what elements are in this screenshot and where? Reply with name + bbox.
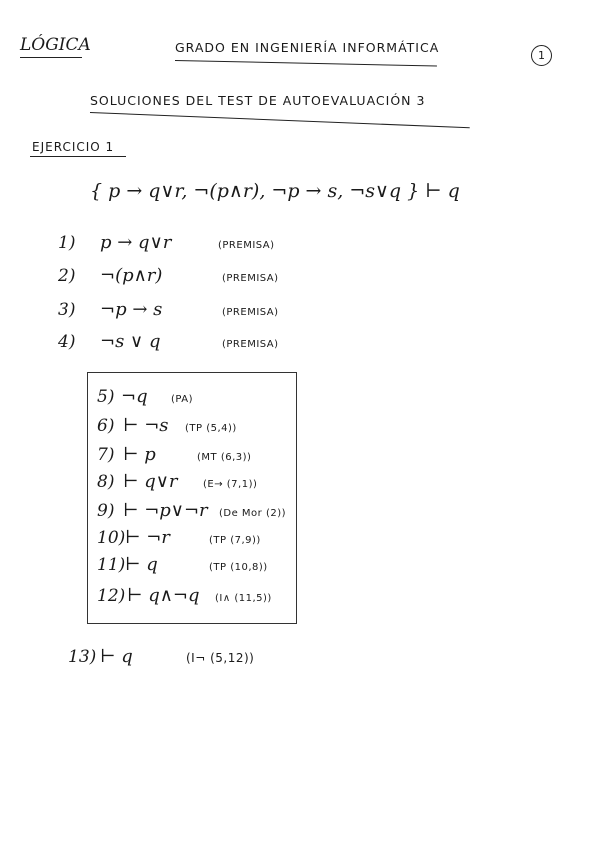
formula: ⊢ q: [100, 646, 133, 667]
justification: (I¬ (5,12)): [186, 651, 255, 665]
justification: (PA): [171, 394, 194, 405]
justification: (E→ (7,1)): [203, 479, 258, 490]
proof-step: [97, 386, 193, 407]
exercise-title: EJERCICIO 1: [32, 140, 115, 154]
premise-row: [58, 299, 279, 320]
justification: (PREMISA): [218, 240, 275, 251]
formula: ⊢ q∧¬q: [127, 585, 200, 606]
page-number: 1: [531, 45, 552, 66]
subtitle-underline: [90, 112, 470, 128]
formula: ⊢ ¬p∨¬r: [123, 500, 208, 521]
formula: ⊢ ¬r: [125, 527, 170, 548]
formula: ⊢ ¬s: [123, 415, 169, 436]
document-subtitle: SOLUCIONES DEL TEST DE AUTOEVALUACIÓN 3: [90, 93, 426, 108]
proof-step: [97, 444, 251, 465]
justification: (TP (7,9)): [209, 535, 261, 546]
line-number: 7): [97, 445, 115, 465]
justification: (PREMISA): [222, 307, 279, 318]
formula: ⊢ p: [123, 444, 156, 465]
conclusion-row: [68, 646, 254, 667]
exercise-underline: [30, 156, 126, 157]
line-number: 5): [97, 387, 115, 407]
proof-step: [97, 554, 268, 575]
line-number: 6): [97, 416, 115, 436]
line-number: 10): [97, 528, 126, 548]
line-number: 13): [68, 647, 97, 667]
justification: (I∧ (11,5)): [215, 593, 272, 604]
justification: (MT (6,3)): [197, 452, 252, 463]
proof-step: [97, 471, 257, 492]
degree-title: GRADO EN INGENIERÍA INFORMÁTICA: [175, 40, 440, 55]
premise-row: [58, 265, 279, 286]
proof-step: [97, 500, 286, 521]
formula: ⊢ q∨r: [123, 471, 178, 492]
line-number: 12): [97, 586, 126, 606]
line-number: 1): [58, 233, 76, 253]
subject-title: LÓGICA: [20, 35, 91, 55]
line-number: 11): [97, 555, 126, 575]
justification: (PREMISA): [222, 339, 279, 350]
subject-underline: [20, 57, 82, 58]
formula: ⊢ q: [125, 554, 158, 575]
line-number: 2): [58, 266, 76, 286]
premise-set: { p → q∨r, ¬(p∧r), ¬p → s, ¬s∨q } ⊢ q: [90, 180, 460, 202]
degree-underline: [175, 60, 437, 66]
formula: ¬p → s: [100, 299, 163, 320]
justification: (TP (10,8)): [209, 562, 268, 573]
formula: ¬q: [121, 386, 148, 407]
formula: ¬s ∨ q: [100, 331, 161, 352]
justification: (PREMISA): [222, 273, 279, 284]
line-number: 8): [97, 472, 115, 492]
line-number: 9): [97, 501, 115, 521]
line-number: 4): [58, 332, 76, 352]
formula: ¬(p∧r): [100, 265, 163, 286]
premise-row: [58, 232, 275, 253]
formula: p → q∨r: [100, 232, 172, 253]
line-number: 3): [58, 300, 76, 320]
justification: (De Mor (2)): [219, 508, 287, 519]
premise-row: [58, 331, 279, 352]
justification: (TP (5,4)): [185, 423, 237, 434]
proof-step: [97, 585, 272, 606]
proof-step: [97, 415, 237, 436]
proof-step: [97, 527, 261, 548]
